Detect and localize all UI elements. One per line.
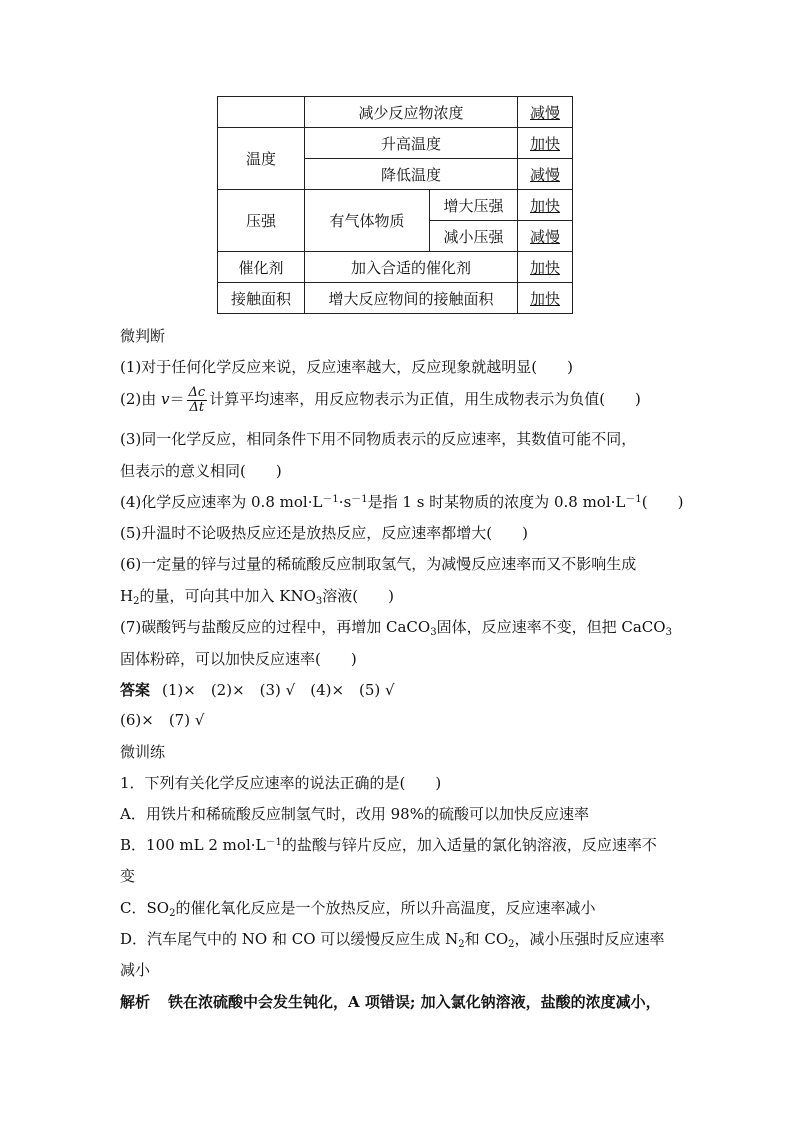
- item-text: (4)化学反应速率为 0.8 mol·L: [120, 493, 323, 511]
- fraction-denominator: Δt: [189, 399, 205, 415]
- item-text: ，减小压强时反应速率: [514, 930, 665, 948]
- condition-cell: 增大反应物间的接触面积: [305, 283, 518, 314]
- option-c: [120, 898, 595, 918]
- item-text: 计算平均速率，用反应物表示为正值，用生成物表示为负值( ): [209, 390, 641, 408]
- sub-condition-cell: 增大压强: [430, 190, 518, 221]
- subscript: 2: [133, 596, 140, 607]
- condition-cell: 有气体物质: [305, 190, 430, 252]
- superscript: －1: [265, 837, 282, 848]
- rate-symbol: v: [161, 390, 170, 408]
- factor-cell: 催化剂: [218, 252, 305, 283]
- analysis-label: 解析: [120, 993, 151, 1011]
- condition-cell: 升高温度: [305, 128, 518, 159]
- superscript: －1: [625, 494, 642, 505]
- factor-cell: 温度: [218, 128, 305, 190]
- judge-item-3-line1: (3)同一化学反应，相同条件下用不同物质表示的反应速率，其数值可能不同，: [120, 430, 637, 448]
- effect-cell: 加快: [518, 252, 573, 283]
- equals-sign: ＝: [169, 390, 185, 408]
- judge-item-6-line1: (6)一定量的锌与过量的稀硫酸反应制取氢气，为减慢反应速率而又不影响生成: [120, 555, 637, 573]
- factor-cell: 压强: [218, 190, 305, 252]
- train-question: 1．下列有关化学反应速率的说法正确的是( ): [120, 774, 442, 792]
- analysis-line: [120, 992, 661, 1012]
- item-text: (7)碳酸钙与盐酸反应的过程中，再增加 CaCO: [120, 618, 431, 636]
- condition-cell: 加入合适的催化剂: [305, 252, 518, 283]
- item-text: ( ): [641, 493, 684, 511]
- subscript: 2: [169, 908, 176, 919]
- effect-cell: 加快: [518, 128, 573, 159]
- train-heading: 微训练: [120, 743, 166, 761]
- rate-factors-table: [217, 96, 573, 314]
- condition-cell: 减少反应物浓度: [305, 97, 518, 128]
- judge-item-7-line1: [120, 617, 672, 637]
- judge-item-5: (5)升温时不论吸热反应还是放热反应，反应速率都增大( ): [120, 524, 528, 542]
- answer-line-1: [120, 680, 395, 700]
- factor-cell: 接触面积: [218, 283, 305, 314]
- effect-cell: 加快: [518, 190, 573, 221]
- table-row: [218, 190, 573, 221]
- option-d-line1: [120, 929, 665, 949]
- option-d-line2: 减小: [120, 961, 151, 979]
- judge-item-3-line2: 但表示的意义相同( ): [120, 462, 282, 480]
- item-text: 的量，可向其中加入 KNO: [139, 587, 316, 605]
- option-b-line2: 变: [120, 867, 136, 885]
- effect-cell: 减慢: [518, 97, 573, 128]
- judge-item-1: (1)对于任何化学反应来说，反应速率越大，反应现象就越明显( ): [120, 358, 573, 376]
- superscript: －1: [322, 494, 339, 505]
- sub-condition-cell: 减小压强: [430, 221, 518, 252]
- item-text: C．SO: [120, 899, 170, 917]
- condition-cell: 降低温度: [305, 159, 518, 190]
- superscript: －1: [351, 494, 368, 505]
- fraction-numerator: Δc: [188, 384, 206, 400]
- item-text: H: [120, 587, 134, 605]
- subscript: 2: [458, 939, 465, 950]
- analysis-text: 铁在浓硫酸中会发生钝化，A 项错误; 加入氯化钠溶液，盐酸的浓度减小，: [168, 993, 661, 1011]
- item-text: 固体，反应速率不变，但把 CaCO: [436, 618, 666, 636]
- subscript: 3: [315, 596, 323, 607]
- item-text: 的盐酸与锌片反应，加入适量的氯化钠溶液，反应速率不: [281, 836, 657, 854]
- effect-cell: 减慢: [518, 159, 573, 190]
- subscript: 2: [508, 939, 515, 950]
- rate-fraction: [187, 386, 208, 415]
- item-text: 的催化氧化反应是一个放热反应，所以升高温度，反应速率减小: [175, 899, 596, 917]
- table-row: [218, 283, 573, 314]
- judge-item-7-line2: 固体粉碎，可以加快反应速率( ): [120, 650, 357, 668]
- item-text: 和 CO: [464, 930, 509, 948]
- judge-item-6-line2: [120, 586, 394, 606]
- table-row: [218, 252, 573, 283]
- item-text: 溶液( ): [322, 587, 394, 605]
- effect-cell: 减慢: [518, 221, 573, 252]
- answer-text: (1)× (2)× (3) √ (4)× (5) √: [162, 681, 395, 699]
- option-b-line1: [120, 835, 657, 855]
- item-text: B．100 mL 2 mol·L: [120, 836, 266, 854]
- answer-line-2: (6)× (7) √: [120, 711, 205, 729]
- judge-item-4: [120, 492, 683, 512]
- table-row: [218, 97, 573, 128]
- table-row: [218, 128, 573, 159]
- effect-cell: 加快: [518, 283, 573, 314]
- subscript: 3: [665, 627, 672, 638]
- judge-item-2: [120, 383, 641, 415]
- subscript: 3: [430, 627, 437, 638]
- item-text: D．汽车尾气中的 NO 和 CO 可以缓慢反应生成 N: [120, 930, 459, 948]
- item-text: 是指 1 s 时某物质的浓度为 0.8 mol·L: [367, 493, 626, 511]
- option-a: A．用铁片和稀硫酸反应制氢气时，改用 98%的硫酸可以加快反应速率: [120, 805, 589, 823]
- item-text: (2)由: [120, 390, 162, 408]
- answer-label: 答案: [120, 681, 151, 699]
- item-text: ·s: [338, 493, 352, 511]
- judge-heading: 微判断: [120, 327, 166, 345]
- factor-cell: [218, 97, 305, 128]
